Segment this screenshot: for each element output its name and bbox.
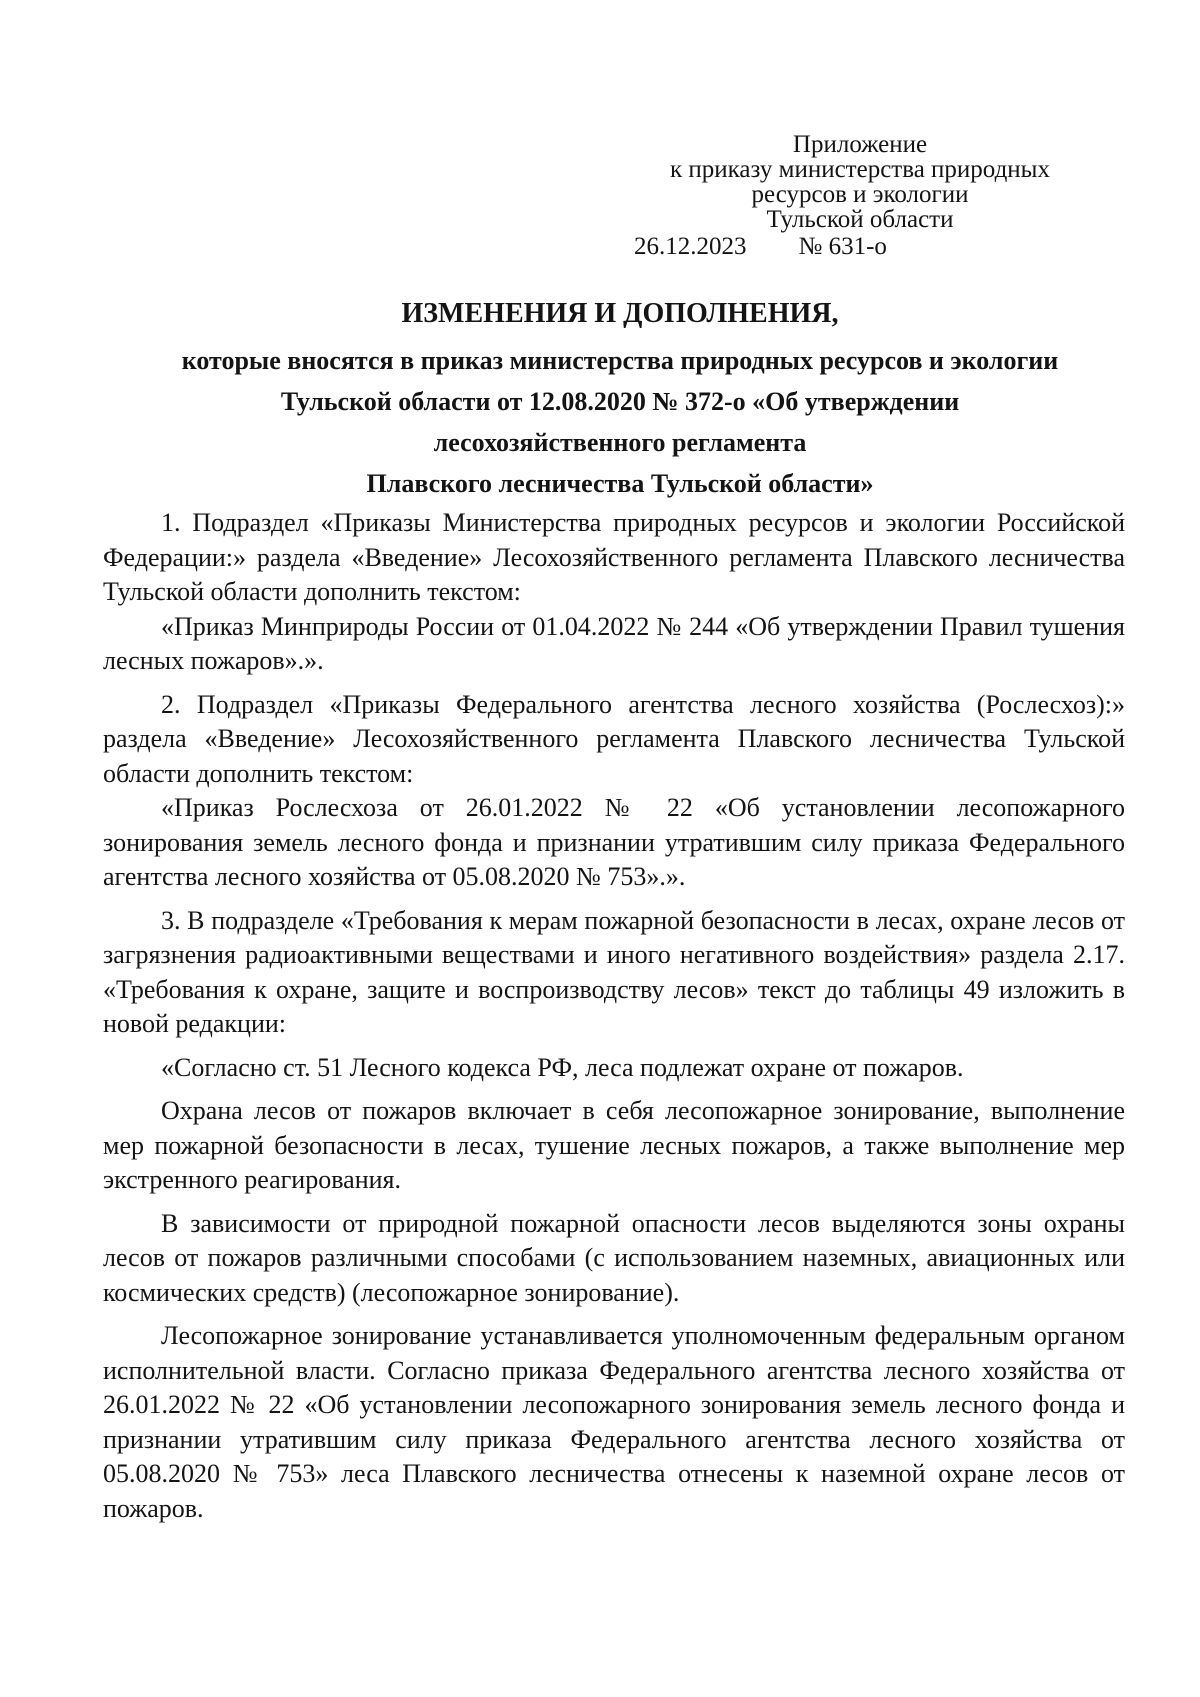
paragraph-item-3-text-4: Лесопожарное зонирование устанавливается уполномоченным федеральным органом исполнительной власти. Согласно приказа Федерального агентства лесного хозяйства от 26.01.2022 № 22 «Об установлении лесопожарного зонирования земель лесного фонда и признании утратившим силу приказа Федерального агентства лесного хозяйства от 05.08.2020 № 753» леса Плавского лесничества отнесены к наземной охране лесов от пожаров. — [103, 1321, 1125, 1523]
paragraph-item-2: 2. Подраздел «Приказы Федерального агентства лесного хозяйства (Рослесхоз):» раздела «Введение» Лесохозяйственного регламента Плавского лесничества Тульской области дополнить текстом: — [103, 689, 1125, 788]
approval-heading: Приложение — [792, 131, 928, 158]
title-line-1: которые вносятся в приказ министерства природных ресурсов и экологии — [181, 346, 1059, 375]
paragraph-item-3: 3. В подразделе «Требования к мерам пожарной безопасности в лесах, охране лесов от загрязнения радиоактивными веществами и иного негативного воздействия» раздела 2.17. «Требования к охране, защите и воспроизводству лесов» текст до таблицы 49 изложить в новой редакции: — [103, 905, 1125, 1038]
title-line-4: Плавского лесничества Тульской области» — [366, 469, 874, 498]
paragraph-item-1-text: «Приказ Минприроды России от 01.04.2022 № 244 «Об утверждении Правил тушения лесных пожаров».». — [103, 611, 1125, 675]
paragraph-item-3-text-2: Охрана лесов от пожаров включает в себя лесопожарное зонирование, выполнение мер пожарной безопасности в лесах, тушение лесных пожаров, а также выполнение мер экстренного реагирования. — [103, 1096, 1125, 1194]
approval-region: Тульской области — [766, 206, 954, 233]
approval-number: № 631-о — [798, 233, 887, 260]
title-line-2: Тульской области от 12.08.2020 № 372-о «Об утверждении — [280, 387, 960, 416]
paragraph-item-2-text: «Приказ Рослесхоза от 26.01.2022 № 22 «Об установлении лесопожарного зонирования земель лесного фонда и признании утратившим силу приказа Федерального агентства лесного хозяйства от 05.08.2020 № 753».». — [103, 793, 1125, 891]
paragraph-item-3-text-1: «Согласно ст. 51 Лесного кодекса РФ, леса подлежат охране от пожаров. — [161, 1052, 964, 1082]
approval-order-ref: к приказу министерства природных — [670, 156, 1050, 183]
approval-ministry: ресурсов и экологии — [751, 181, 969, 208]
document-title — [120, 296, 1120, 504]
title-line-3: лесохозяйственного регламента — [433, 428, 807, 457]
paragraph-item-1: 1. Подраздел «Приказы Министерства природных ресурсов и экологии Российской Федерации:» раздела «Введение» Лесохозяйственного регламента Плавского лесничества Тульской области дополнить текстом: — [103, 508, 1125, 606]
approval-date: 26.12.2023 — [634, 233, 747, 260]
title-main: ИЗМЕНЕНИЯ И ДОПОЛНЕНИЯ, — [401, 298, 839, 329]
approval-date-row — [620, 234, 1100, 259]
approval-block — [620, 132, 1100, 259]
document-body — [103, 506, 1125, 1535]
paragraph-item-3-text-3: В зависимости от природной пожарной опасности лесов выделяются зоны охраны лесов от пожаров различными способами (с использованием наземных, авиационных или космических средств) (лесопожарное зонирование). — [103, 1208, 1125, 1307]
